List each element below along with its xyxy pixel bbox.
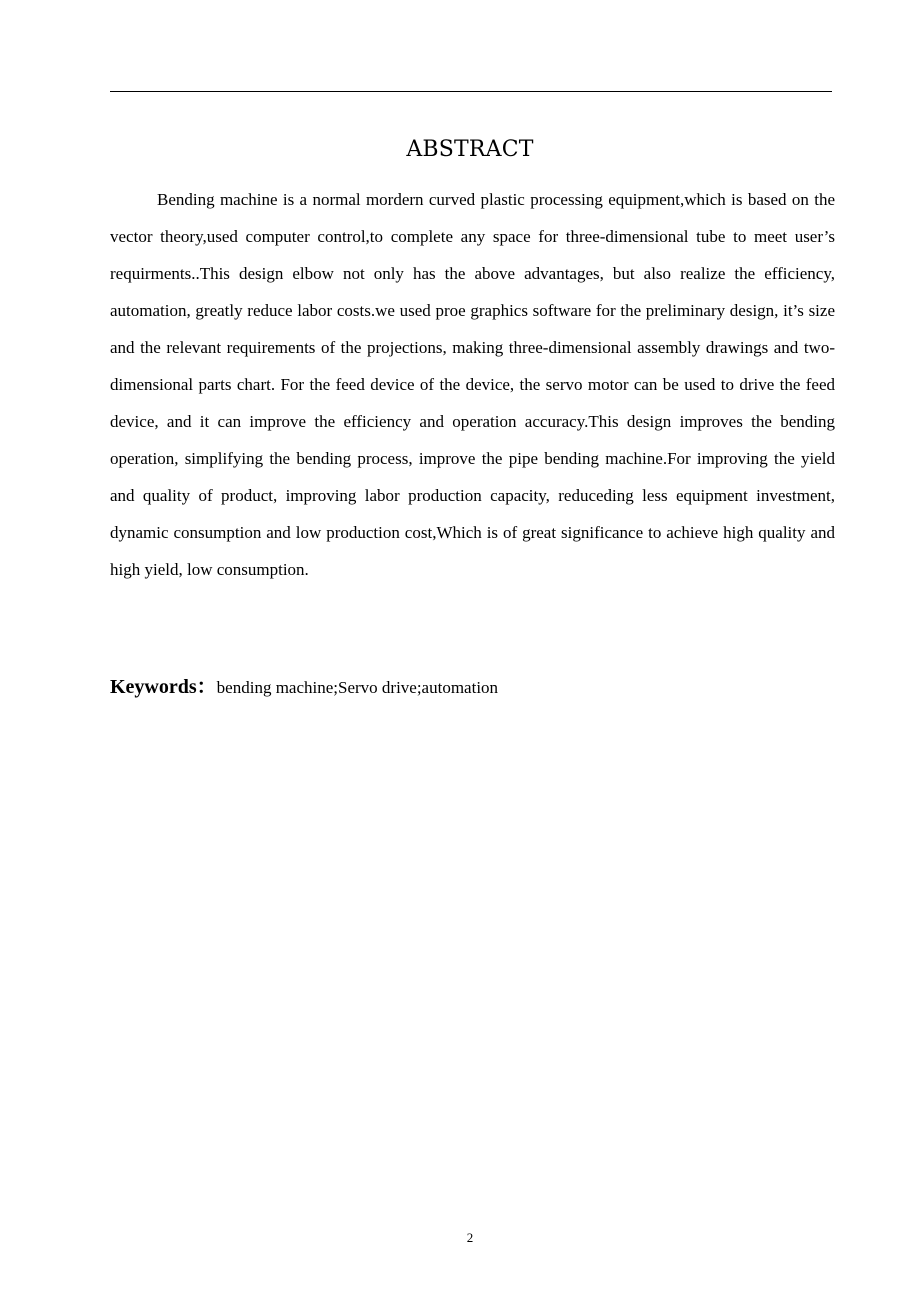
abstract-title: ABSTRACT [406, 137, 534, 162]
keywords-text: bending machine;Servo drive;automation [216, 678, 499, 697]
page-number: 2 [466, 1230, 474, 1245]
keywords-line [110, 673, 835, 702]
keywords-label: Keywords： [110, 676, 217, 698]
abstract-body: Bending machine is a normal mordern curved plastic processing equipment,which is based on the vector theory,used computer control,to complete any space for three-dimensional tube to meet user’s requirments..This design elbow not only has the above advantages, but also realize the efficiency, automation, greatly reduce labor costs.we used proe graphics software for the preliminary design, it’s size and the relevant requirements of the projections, making three-dimensional assembly drawings and two-dimensional parts chart. For the feed device of the device, the servo motor can be used to drive the feed device, and it can improve the efficiency and operation accuracy.This design improves the bending operation, simplifying the bending process, improve the pipe bending machine.For improving the yield and quality of product, improving labor production capacity, reduceding less equipment investment, dynamic consumption and low production cost,Which is of great significance to achieve high quality and high yield, low consumption. [110, 190, 835, 579]
header-rule [110, 91, 832, 92]
